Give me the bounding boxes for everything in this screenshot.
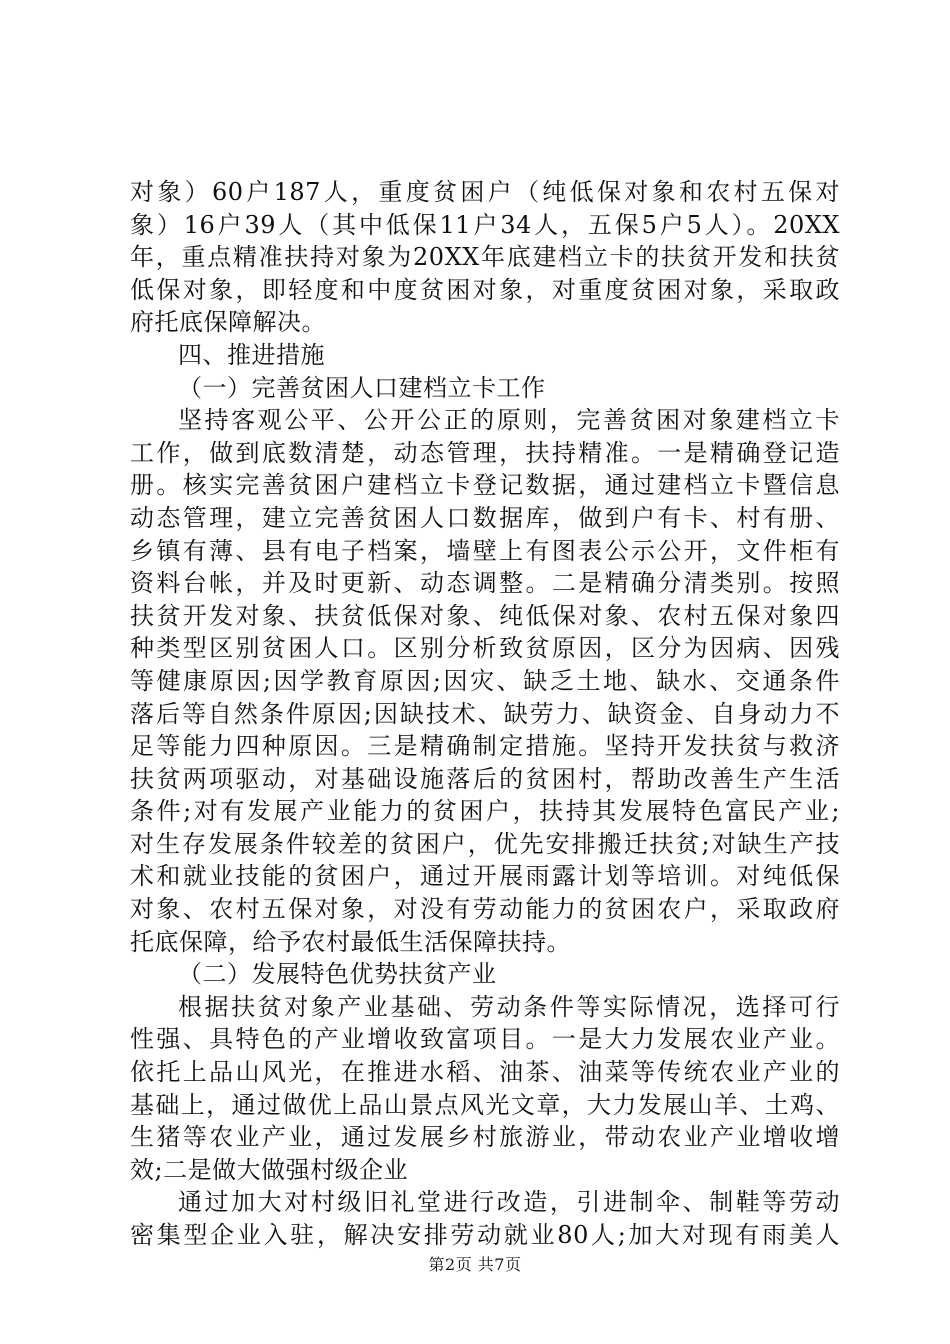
page-number-label: 第2页 共7页 <box>428 1255 522 1274</box>
text-line: 对象、农村五保对象，对没有劳动能力的贫困农户，采取政府 <box>130 895 840 924</box>
section-heading: 四、推进措施 <box>178 340 325 369</box>
text-line: 托底保障，给予农村最低生活保障扶持。 <box>130 927 571 956</box>
text-line: 术和就业技能的贫困户，通过开展雨露计划等培训。对纯低保 <box>130 862 840 891</box>
text-line: 府托底保障解决。 <box>130 308 326 337</box>
text-line: 落后等自然条件原因;因缺技术、缺劳力、缺资金、自身动力不 <box>130 699 840 728</box>
text-line: 册。核实完善贫困户建档立卡登记数据，通过建档立卡暨信息 <box>130 471 840 500</box>
section-heading: （二）发展特色优势扶贫产业 <box>178 960 497 989</box>
document-body <box>130 176 840 1252</box>
text-line: 乡镇有薄、县有电子档案，墙壁上有图表公示公开，文件柜有 <box>130 536 840 565</box>
text-line: 坚持客观公平、公开公正的原则，完善贫困对象建档立卡 <box>178 406 840 435</box>
text-line: 密集型企业入驻，解决安排劳动就业80人;加大对现有雨美人 <box>130 1221 840 1249</box>
text-line: 对生存发展条件较差的贫困户，优先安排搬迁扶贫;对缺生产技 <box>130 829 840 858</box>
text-line: 等健康原因;因学教育原因;因灾、缺乏土地、缺水、交通条件 <box>130 666 840 695</box>
text-line: 工作，做到底数清楚，动态管理，扶持精准。一是精确登记造 <box>130 438 840 467</box>
text-line: 基础上，通过做优上品山景点风光文章，大力发展山羊、土鸡、 <box>130 1090 840 1119</box>
text-line: 象）16户39人（其中低保11户34人，五保5户5人）。20XX <box>130 210 840 239</box>
page-footer <box>0 1252 950 1275</box>
text-line: 通过加大对村级旧礼堂进行改造，引进制伞、制鞋等劳动 <box>178 1188 840 1217</box>
text-line: 根据扶贫对象产业基础、劳动条件等实际情况，选择可行 <box>178 992 840 1021</box>
text-line: 依托上品山风光，在推进水稻、油茶、油菜等传统农业产业的 <box>130 1058 840 1087</box>
text-line: 扶贫两项驱动，对基础设施落后的贫困村，帮助改善生产生活 <box>130 764 840 793</box>
text-line: 对象）60户187人，重度贫困户（纯低保对象和农村五保对 <box>130 178 840 206</box>
text-line: 效;二是做大做强村级企业 <box>130 1155 409 1184</box>
section-heading: （一）完善贫困人口建档立卡工作 <box>178 373 546 402</box>
text-line: 扶贫开发对象、扶贫低保对象、纯低保对象、农村五保对象四 <box>130 601 840 630</box>
text-line: 性强、具特色的产业增收致富项目。一是大力发展农业产业。 <box>130 1025 840 1054</box>
text-line: 条件;对有发展产业能力的贫困户，扶持其发展特色富民产业; <box>130 797 840 826</box>
text-line: 年，重点精准扶持对象为20XX年底建档立卡的扶贫开发和扶贫 <box>130 243 840 272</box>
text-line: 生猪等农业产业，通过发展乡村旅游业，带动农业产业增收增 <box>130 1123 840 1152</box>
text-line: 足等能力四种原因。三是精确制定措施。坚持开发扶贫与救济 <box>130 732 840 761</box>
text-line: 低保对象，即轻度和中度贫困对象，对重度贫困对象，采取政 <box>130 275 840 304</box>
text-line: 动态管理，建立完善贫困人口数据库，做到户有卡、村有册、 <box>130 503 840 532</box>
text-line: 资料台帐，并及时更新、动态调整。二是精确分清类别。按照 <box>130 569 840 598</box>
text-line: 种类型区别贫困人口。区别分析致贫原因，区分为因病、因残 <box>130 634 840 663</box>
